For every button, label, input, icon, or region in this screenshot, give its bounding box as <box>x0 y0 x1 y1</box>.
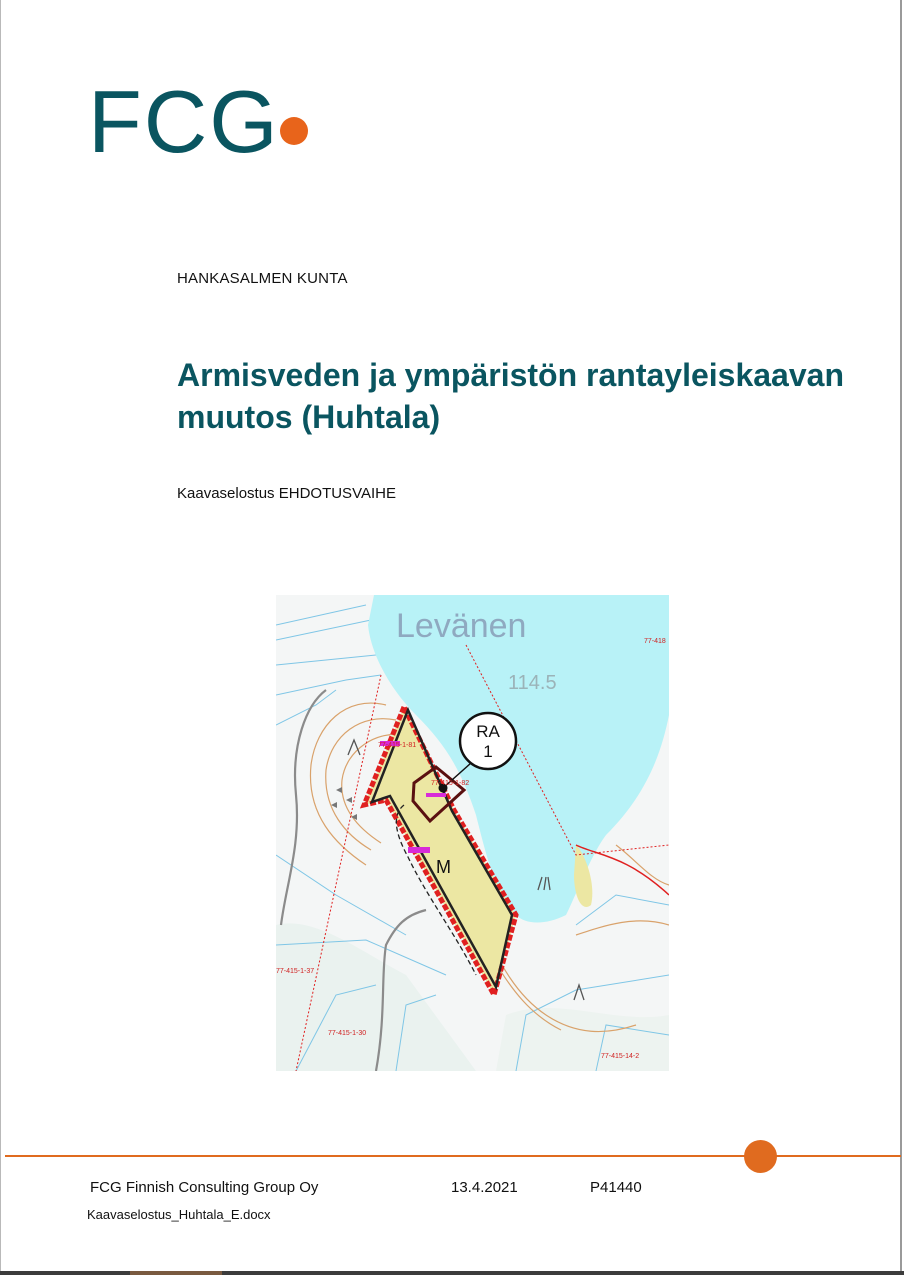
document-title: Armisveden ja ympäristön rantayleiskaavan muutos (Huhtala) <box>177 357 844 435</box>
parcel-label: 77-415-1-30 <box>328 1030 367 1037</box>
logo-text: FCG <box>88 72 280 164</box>
footer-company: FCG Finnish Consulting Group Oy <box>90 1179 319 1196</box>
lake-name: Levänen <box>396 607 527 645</box>
area-label: M <box>436 857 451 877</box>
footer-date: 13.4.2021 <box>451 1179 518 1196</box>
plan-map <box>276 595 669 1071</box>
municipality-name: HANKASALMEN KUNTA <box>177 270 348 287</box>
document-subtitle: Kaavaselostus EHDOTUSVAIHE <box>177 485 396 502</box>
water-level: 114.5 <box>508 672 557 694</box>
window-bottom-strip <box>0 1271 904 1275</box>
fcg-logo <box>88 72 318 164</box>
parcel-label: 77-415-1-37 <box>276 968 315 975</box>
parcel-label: 77-415-1-82 <box>431 780 470 787</box>
zone-label-top: RA <box>476 722 500 741</box>
parcel-label: 77-418 <box>644 638 666 645</box>
footer-filename: Kaavaselostus_Huhtala_E.docx <box>87 1207 271 1222</box>
parcel-label: 77-415-1-81 <box>378 742 417 749</box>
zone-label-bottom: 1 <box>483 742 493 761</box>
logo-dot <box>280 117 308 145</box>
parcel-label: 77-415-14-2 <box>601 1053 640 1060</box>
footer-accent-dot <box>744 1140 777 1173</box>
footer-project-number: P41440 <box>590 1179 642 1196</box>
